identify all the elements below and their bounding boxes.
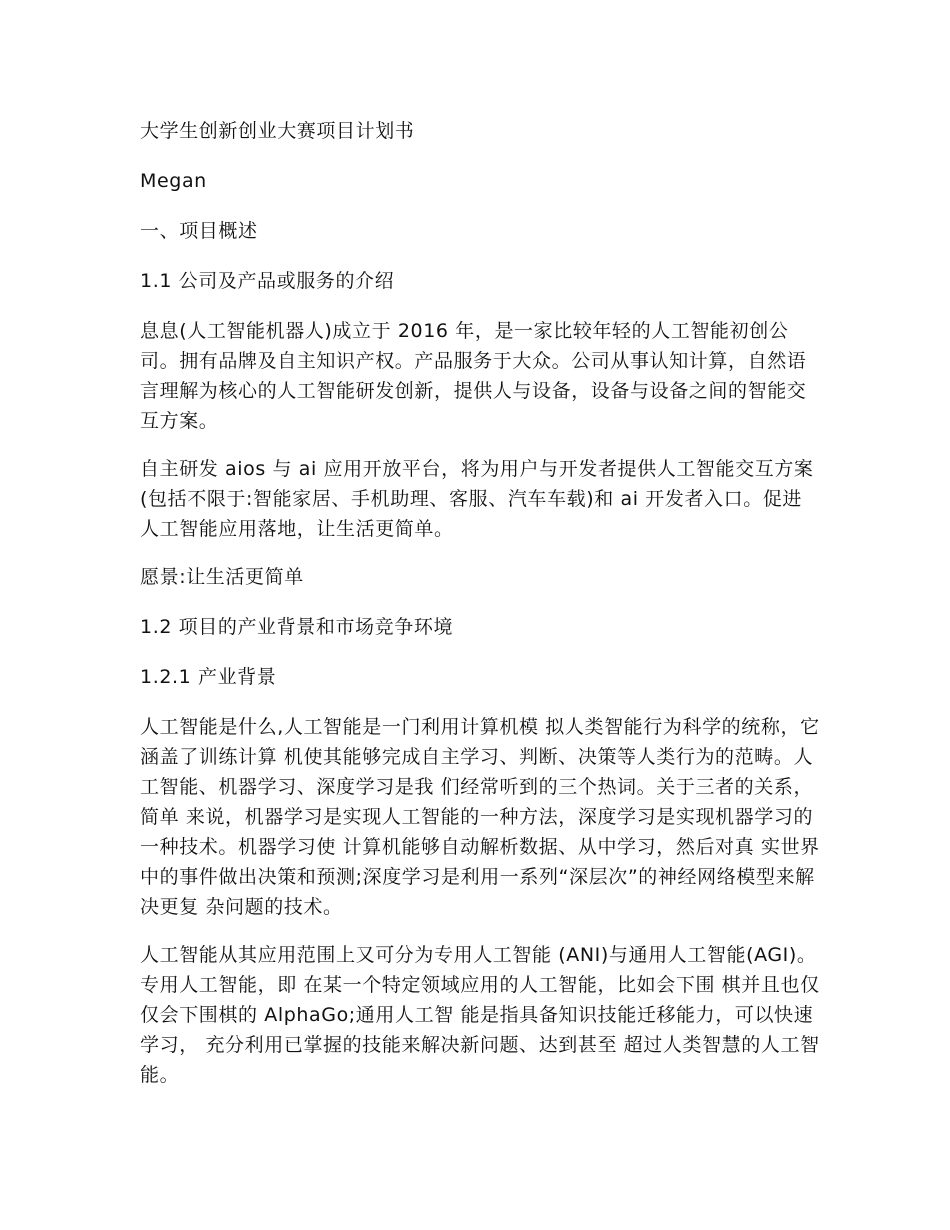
section-heading-1-2: 1.2 项目的产业背景和市场竞争环境	[140, 616, 454, 638]
paragraph-company-intro: 息息(人工智能机器人)成立于 2016 年，是一家比较年轻的人工智能初创公司。拥有品牌及自主知识产权。产品服务于大众。公司从事认知计算，自然语言理解为核心的人工智能研发创新，提供人与设备，设备与设备之间的智能交互方案。	[140, 320, 807, 432]
section-heading-1: 一、项目概述	[140, 220, 258, 242]
document-author: Megan	[140, 170, 207, 192]
document-title: 大学生创新创业大赛项目计划书	[140, 120, 415, 142]
paragraph-platform: 自主研发 aios 与 ai 应用开放平台，将为用户与开发者提供人工智能交互方案(包括不限于:智能家居、手机助理、客服、汽车车载)和 ai 开发者入口。促进人工智能应用落地，让生活更简单。	[140, 458, 814, 540]
document-body	[140, 116, 820, 1108]
paragraph-ai-categories: 人工智能从其应用范围上又可分为专用人工智能 (ANI)与通用人工智能(AGI)。专用人工智能，即 在某一个特定领域应用的人工智能，比如会下围 棋并且也仅仅会下围棋的 AlphaGo;通用人工智 能是指具备知识技能迁移能力，可以快速学习， 充分利用已掌握的技能来解决新问题、达到甚至 超过人类智慧的人工智能。	[140, 944, 820, 1086]
vision-line: 愿景:让生活更简单	[140, 566, 304, 588]
section-heading-1-1: 1.1 公司及产品或服务的介绍	[140, 270, 395, 292]
section-heading-1-2-1: 1.2.1 产业背景	[140, 666, 277, 688]
paragraph-ai-definition: 人工智能是什么,人工智能是一门利用计算机模 拟人类智能行为科学的统称，它涵盖了训练计算 机使其能够完成自主学习、判断、决策等人类行为的范畴。人工智能、机器学习、深度学习是我 们经常听到的三个热词。关于三者的关系，简单 来说，机器学习是实现人工智能的一种方法，深度学习是实现机器学习的一种技术。机器学习使 计算机能够自动解析数据、从中学习，然后对真 实世界中的事件做出决策和预测;深度学习是利用一系列“深层次”的神经网络模型来解决更复 杂问题的技术。	[140, 716, 820, 918]
